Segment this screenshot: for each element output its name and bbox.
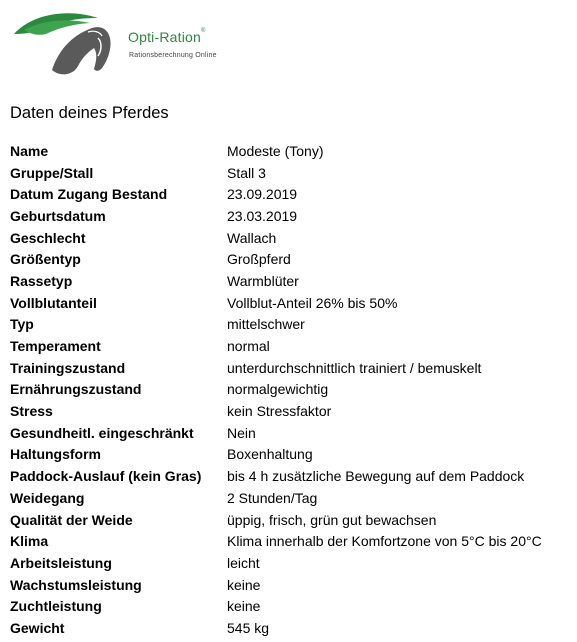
field-value: 2 Stunden/Tag <box>227 489 318 506</box>
field-label: Gruppe/Stall <box>10 164 94 181</box>
field-value: Warmblüter <box>227 272 299 289</box>
field-value: kein Stressfaktor <box>227 403 332 420</box>
field-value: 23.09.2019 <box>227 186 298 203</box>
field-label: Typ <box>10 316 34 333</box>
horse-data-rows <box>10 140 572 639</box>
field-value: Vollblut-Anteil 26% bis 50% <box>227 294 398 311</box>
field-label: Temperament <box>10 338 101 355</box>
field-value: Boxenhaltung <box>227 446 313 463</box>
table-row <box>10 422 572 444</box>
field-value: Modeste (Tony) <box>227 142 324 159</box>
field-value: normal <box>227 338 270 355</box>
field-value: normalgewichtig <box>227 381 329 398</box>
field-label: Arbeitsleistung <box>10 554 112 571</box>
table-row <box>10 595 572 617</box>
table-row <box>10 444 572 466</box>
field-label: Datum Zugang Bestand <box>10 186 168 203</box>
field-value: mittelschwer <box>227 316 305 333</box>
table-row <box>10 552 572 574</box>
field-label: Klima <box>10 533 49 550</box>
field-value: 545 kg <box>227 619 270 636</box>
field-label: Geburtsdatum <box>10 207 106 224</box>
brand-tagline: Rationsberechnung Online <box>129 52 217 59</box>
horse-data-table <box>10 140 572 639</box>
field-label: Ernährungszustand <box>10 381 142 398</box>
table-row <box>10 530 572 552</box>
page-title: Daten deines Pferdes <box>10 104 169 122</box>
field-value: leicht <box>227 554 260 571</box>
table-row <box>10 509 572 531</box>
table-row <box>10 205 572 227</box>
table-row <box>10 248 572 270</box>
field-label: Name <box>10 142 49 159</box>
field-label: Geschlecht <box>10 229 86 246</box>
field-value: Großpferd <box>227 251 291 268</box>
field-label: Paddock-Auslauf (kein Gras) <box>10 468 202 485</box>
field-label: Rassetyp <box>10 272 73 289</box>
field-label: Vollblutanteil <box>10 294 97 311</box>
field-label: Haltungsform <box>10 446 101 463</box>
field-value: bis 4 h zusätzliche Bewegung auf dem Paddock <box>227 468 525 485</box>
field-label: Gesundheitl. eingeschränkt <box>10 424 194 441</box>
field-label: Trainingszustand <box>10 359 126 376</box>
field-value: Nein <box>227 424 256 441</box>
table-row <box>10 574 572 596</box>
field-value: keine <box>227 598 261 615</box>
table-row <box>10 617 572 639</box>
table-row <box>10 487 572 509</box>
horse-head-logo-icon <box>12 8 122 80</box>
brand-name: Opti-Ration® <box>128 28 206 45</box>
table-row <box>10 227 572 249</box>
field-value: 23.03.2019 <box>227 207 298 224</box>
field-value: unterdurchschnittlich trainiert / bemuskelt <box>227 359 482 376</box>
table-row <box>10 270 572 292</box>
field-label: Gewicht <box>10 619 65 636</box>
table-row <box>10 357 572 379</box>
field-label: Qualität der Weide <box>10 511 133 528</box>
field-value: keine <box>227 576 261 593</box>
field-label: Wachstumsleistung <box>10 576 142 593</box>
field-label: Zuchtleistung <box>10 598 102 615</box>
field-value: Klima innerhalb der Komfortzone von 5°C bis 20°C <box>227 533 542 550</box>
table-row <box>10 314 572 336</box>
table-row <box>10 140 572 162</box>
field-value: Stall 3 <box>227 164 266 181</box>
field-value: Wallach <box>227 229 277 246</box>
table-row <box>10 465 572 487</box>
table-row <box>10 183 572 205</box>
field-label: Größentyp <box>10 251 81 268</box>
field-value: üppig, frisch, grün gut bewachsen <box>227 511 437 528</box>
table-row <box>10 400 572 422</box>
table-row <box>10 335 572 357</box>
field-label: Stress <box>10 403 53 420</box>
field-label: Weidegang <box>10 489 85 506</box>
brand-logo <box>12 8 232 80</box>
table-row <box>10 292 572 314</box>
table-row <box>10 379 572 401</box>
table-row <box>10 162 572 184</box>
